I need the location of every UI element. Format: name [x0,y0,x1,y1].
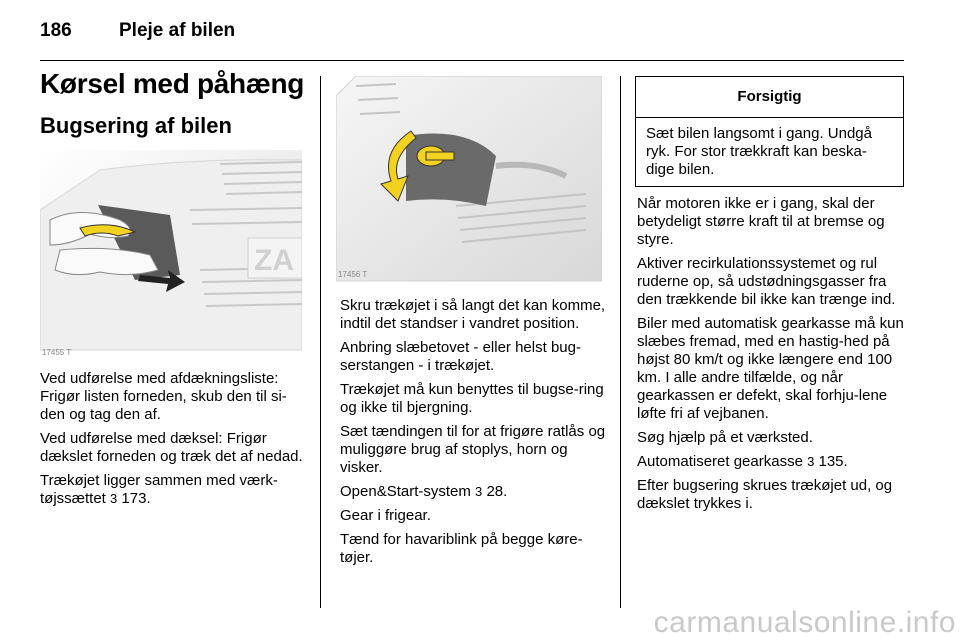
paragraph: Anbring slæbetovet - eller helst bug-serstangen - i trækøjet. [340,339,581,374]
paragraph: Biler med automatisk gearkasse må kun slæbes fremad, med en hastig-hed på højst 80 km/t og ikke længere end 100 km. I alle andre tilfælde, og når gearkassen er defekt, skal forhju-lene løfte fri af vejbanen. [637,315,904,422]
watermark: carmanualsonline.info [653,606,956,639]
paragraph-text: Automatiseret gearkasse [637,453,808,470]
page-number: 186 [40,20,72,41]
reference-arrow-icon[interactable]: 3 [807,454,815,469]
figure-remove-cover [40,150,302,360]
column-divider-2 [620,76,621,608]
page-reference: 28. [482,483,508,500]
column-2 [340,297,608,573]
paragraph: Tænd for havariblink på begge køre-tøjer. [340,531,583,566]
reference-paragraph [637,453,907,471]
figure-screw-in-towing-eye [336,76,602,286]
reference-paragraph [340,483,608,501]
column-3 [637,195,907,519]
reference-arrow-icon[interactable]: 3 [110,491,118,506]
page-reference: 135. [814,453,848,470]
reference-paragraph [40,472,308,508]
paragraph: Når motoren ikke er i gang, skal der betydeligt større kraft til at bremse og styre. [637,195,885,248]
paragraph: Ved udførelse med dæksel: Frigør dækslet forneden og træk det af nedad. [40,430,303,465]
caution-title: Forsigtig [636,77,903,118]
caution-text: Sæt bilen langsomt i gang. Undgå ryk. For stor trækkraft kan beska-dige bilen. [646,125,872,178]
reference-arrow-icon[interactable]: 3 [475,484,483,499]
paragraph: Gear i frigear. [340,507,431,524]
paragraph: Søg hjælp på et værksted. [637,429,813,446]
paragraph-text: Open&Start-system [340,483,476,500]
svg-text:ZA: ZA [254,244,294,277]
column-divider-1 [320,76,321,608]
figure-label: 17455 T [42,348,72,357]
paragraph: Aktiver recirkulationssystemet og rul ruderne op, så udstødningsgasser fra den trækkende bil ikke kan trænge ind. [637,255,896,308]
header-rule [40,60,904,61]
main-heading: Kørsel med påhæng [40,68,305,99]
paragraph: Sæt tændingen til for at frigøre ratlås og muliggøre brug af stoplys, horn og visker. [340,423,606,476]
page-header [40,20,236,42]
figure-label: 17456 T [338,270,368,279]
sub-heading: Bugsering af bilen [40,113,232,138]
paragraph-text: Trækøjet ligger sammen med værk-tøjssættet [40,472,278,507]
paragraph: Ved udførelse med afdækningsliste: Frigør listen forneden, skub den til si-den og tag den af. [40,370,287,423]
paragraph: Trækøjet må kun benyttes til bugse-ring og ikke til bjergning. [340,381,604,416]
caution-box [635,76,904,187]
column-1 [40,370,308,514]
paragraph: Efter bugsering skrues trækøjet ud, og dækslet trykkes i. [637,477,893,512]
paragraph: Skru trækøjet i så langt det kan komme, indtil det standser i vandret position. [340,297,606,332]
section-title: Pleje af bilen [119,20,236,41]
page-reference: 173. [117,490,151,507]
